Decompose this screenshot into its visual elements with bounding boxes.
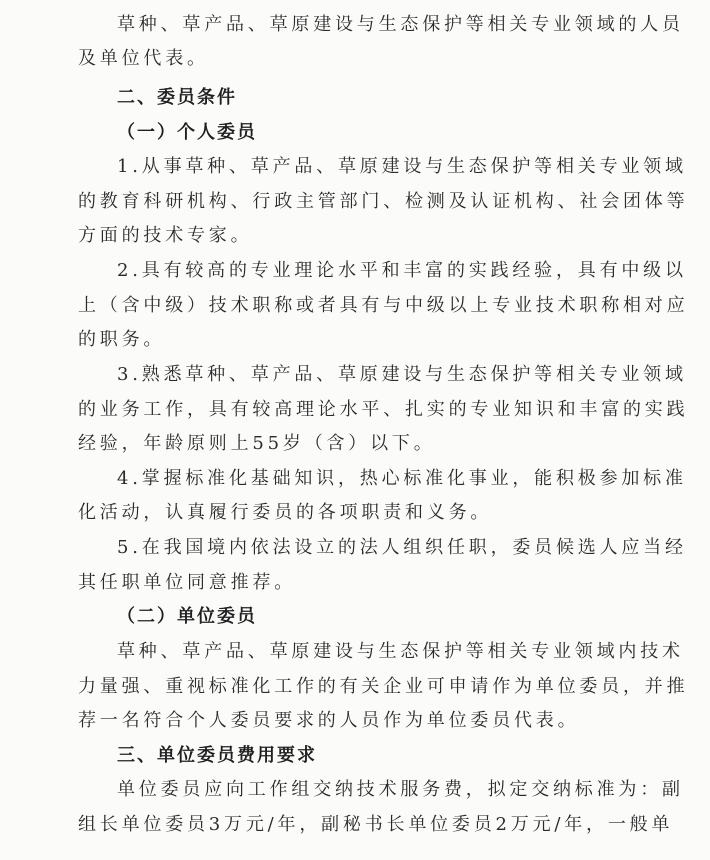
body-line: 3.熟悉草种、草产品、草原建设与生态保护等相关专业领域 [117, 364, 687, 385]
body-line: 的教育科研机构、行政主管部门、检测及认证机构、社会团体等 [78, 191, 689, 212]
body-line: 及单位代表。 [78, 48, 209, 69]
body-line: 经验，年龄原则上55岁（含）以下。 [78, 433, 436, 454]
body-line: 荐一名符合个人委员要求的人员作为单位委员代表。 [78, 710, 580, 731]
body-line: 单位委员应向工作组交纳技术服务费，拟定交纳标准为：副 [117, 779, 684, 800]
subsection-heading: （二）单位委员 [117, 606, 257, 627]
subsection-heading: （一）个人委员 [117, 122, 257, 143]
body-line: 的职务。 [78, 329, 166, 350]
body-line: 化活动，认真履行委员的各项职责和义务。 [78, 502, 493, 523]
body-line: 上（含中级）技术职称或者具有与中级以上专业技术职称相对应 [78, 295, 689, 316]
body-line: 草种、草产品、草原建设与生态保护等相关专业领域的人员 [117, 14, 684, 35]
body-line: 组长单位委员3万元/年，副秘书长单位委员2万元/年，一般单 [78, 814, 674, 835]
section-heading: 二、委员条件 [117, 87, 237, 108]
body-line: 的业务工作，具有较高理论水平、扎实的专业知识和丰富的实践 [78, 399, 689, 420]
section-heading: 三、单位委员费用要求 [117, 745, 317, 766]
body-line: 4.掌握标准化基础知识，热心标准化事业，能积极参加标准 [117, 468, 687, 489]
body-line: 其任职单位同意推荐。 [78, 572, 296, 593]
body-line: 1.从事草种、草产品、草原建设与生态保护等相关专业领域 [117, 156, 687, 177]
body-line: 草种、草产品、草原建设与生态保护等相关专业领域内技术 [117, 641, 684, 662]
body-line: 5.在我国境内依法设立的法人组织任职，委员候选人应当经 [117, 537, 687, 558]
body-line: 力量强、重视标准化工作的有关企业可申请作为单位委员，并推 [78, 676, 689, 697]
body-line: 方面的技术专家。 [78, 225, 253, 246]
body-line: 2.具有较高的专业理论水平和丰富的实践经验，具有中级以 [117, 260, 687, 281]
